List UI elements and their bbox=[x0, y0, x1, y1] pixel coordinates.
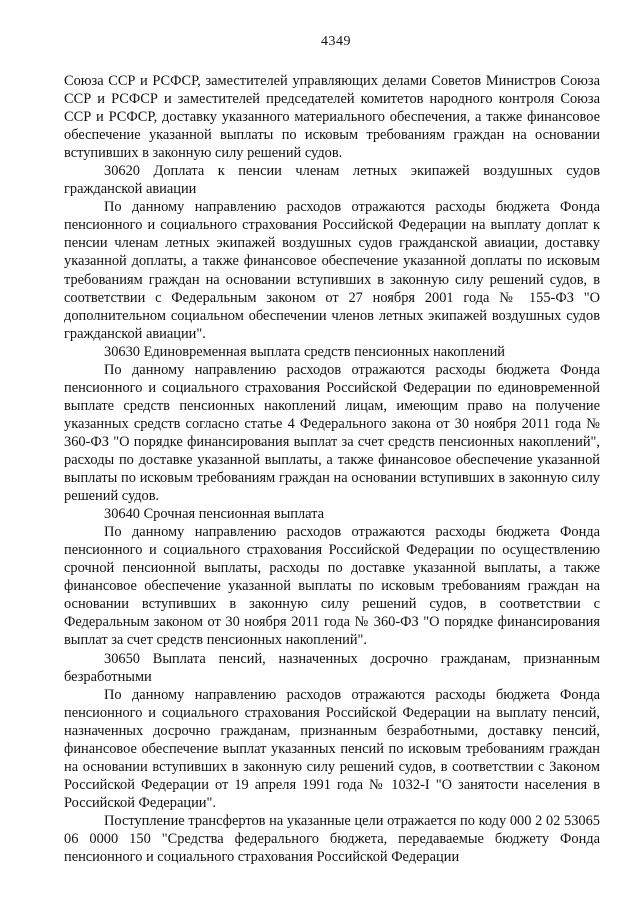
section-heading-30650: 30650 Выплата пенсий, назначенных досрочно гражданам, признанным безработными bbox=[64, 650, 600, 685]
paragraph-30620: По данному направлению расходов отражаются расходы бюджета Фонда пенсионного и социального страхования Российской Федерации на выплату доплат к пенсии членам летных экипажей воздушных судов гражданской авиации, доставку указанной доплаты, а также финансовое обеспечение указанной доплаты по исковым требованиям граждан на основании вступивших в законную силу решений судов, в соответствии с Федеральным законом от 27 ноября 2001 года № 155-ФЗ "О дополнительном социальном обеспечении членов летных экипажей воздушных судов гражданской авиации". bbox=[64, 199, 600, 342]
paragraph-continuation: Союза ССР и РСФСР, заместителей управляющих делами Советов Министров Союза ССР и РСФСР и заместителей председателей комитетов народного контроля Союза ССР и РСФСР, доставку указанного материального обеспечения, а также финансовое обеспечение указанной выплаты по исковым требованиям граждан на основании вступивших в законную силу решений судов. bbox=[64, 73, 600, 162]
paragraph-30650: По данному направлению расходов отражаются расходы бюджета Фонда пенсионного и социального страхования Российской Федерации на выплату пенсий, назначенных досрочно гражданам, признанным безработными, доставку пенсий, финансовое обеспечение выплат указанных пенсий по исковым требованиям граждан на основании вступивших в законную силу решений судов, в соответствии с Законом Российской Федерации от 19 апреля 1991 года № 1032-I "О занятости населения в Российской Федерации". bbox=[64, 686, 600, 811]
section-heading-30640: 30640 Срочная пенсионная выплата bbox=[104, 506, 325, 523]
document-body bbox=[64, 72, 600, 866]
paragraph-30640: По данному направлению расходов отражаются расходы бюджета Фонда пенсионного и социального страхования Российской Федерации по осуществлению срочной пенсионной выплаты, расходы по доставке указанной выплаты, а также финансовое обеспечение указанной выплаты по исковым требованиям граждан на основании вступивших в законную силу решений судов, в соответствии с Федеральным законом от 30 ноября 2011 года № 360-ФЗ "О порядке финансирования выплат за счет средств пенсионных накоплений". bbox=[64, 524, 600, 649]
section-heading-30630: 30630 Единовременная выплата средств пенсионных накоплений bbox=[104, 343, 505, 360]
paragraph-transfers: Поступление трансфертов на указанные цели отражается по коду 000 2 02 53065 06 0000 150 "Средства федерального бюджета, передаваемые бюджету Фонда пенсионного и социального страхования Российской Федерации bbox=[64, 812, 600, 866]
section-heading-30620: 30620 Доплата к пенсии членам летных экипажей воздушных судов гражданской авиации bbox=[64, 163, 600, 198]
page-number: 4349 bbox=[321, 34, 351, 49]
paragraph-30630: По данному направлению расходов отражаются расходы бюджета Фонда пенсионного и социального страхования Российской Федерации по единовременной выплате средств пенсионных накоплений лицам, имеющим право на получение указанных средств согласно статье 4 Федерального закона от 30 ноября 2011 года № 360-ФЗ "О порядке финансирования выплат за счет средств пенсионных накоплений", расходы по доставке указанной выплаты, а также финансовое обеспечение указанной выплаты по исковым требованиям граждан на основании вступивших в законную силу решений судов. bbox=[64, 361, 600, 505]
